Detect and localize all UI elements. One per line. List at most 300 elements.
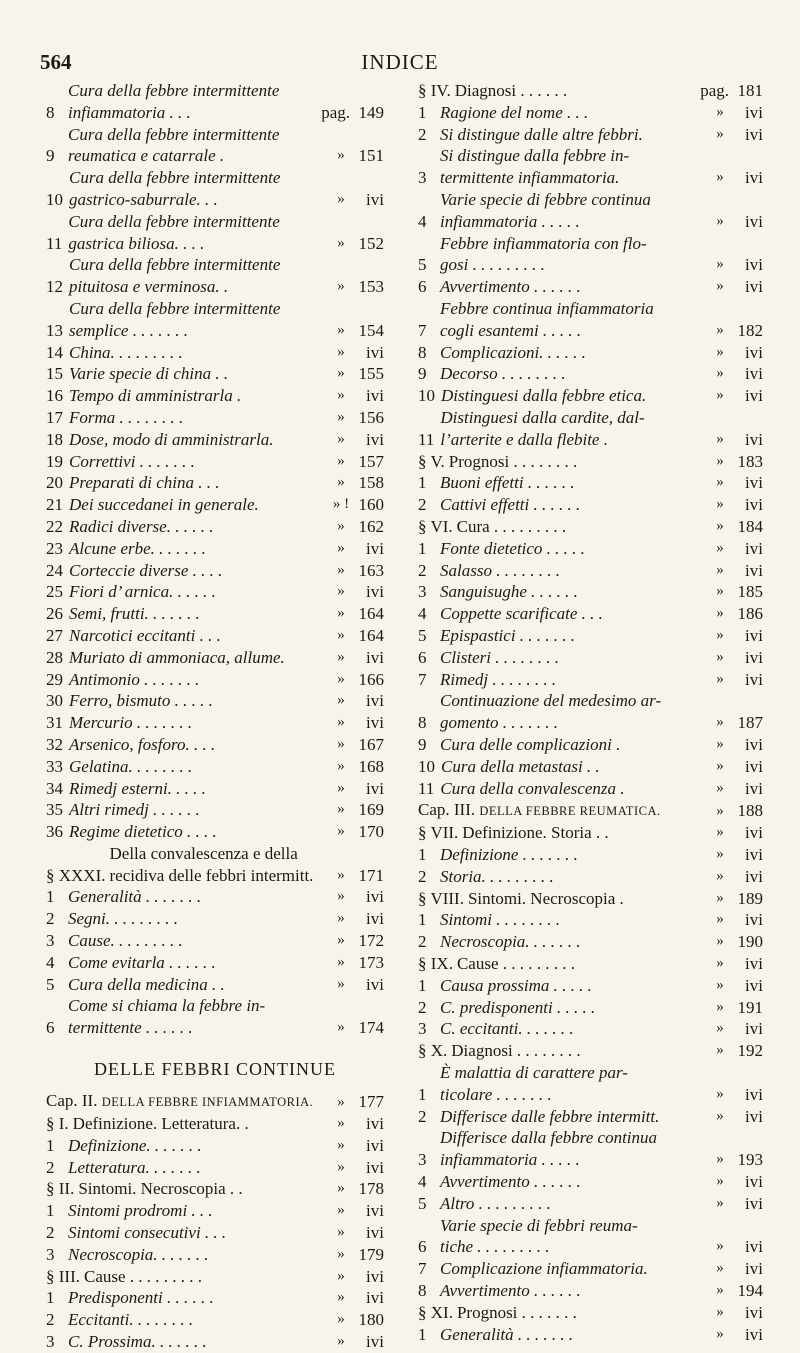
entry-title [451, 1040, 711, 1062]
entry-title [440, 276, 711, 298]
page-ref: ivi [366, 974, 384, 994]
index-entry [46, 756, 384, 778]
index-entry [418, 647, 763, 669]
entry-number: 6 [418, 277, 427, 297]
entry-title-line: Varie specie di febbri reuma- [440, 1215, 638, 1235]
entry-number: 2 [46, 1223, 55, 1243]
ditto-mark: » [337, 605, 345, 622]
entry-title [78, 1178, 332, 1200]
page-ref: 156 [358, 407, 384, 427]
index-entry [418, 844, 763, 866]
page-ref: 190 [737, 932, 763, 952]
ditto-mark: » [716, 103, 724, 120]
entry-number: 5 [46, 974, 55, 994]
index-entry [418, 909, 763, 931]
entry-title-line: Prognosi . . . . . . . . [448, 451, 578, 471]
ditto-mark: » [337, 321, 345, 338]
entry-title-line: Salasso . . . . . . . . [440, 560, 560, 580]
entry-title-line: Cura della metastasi . . [441, 756, 600, 776]
page-ref: 162 [358, 516, 384, 536]
ditto-mark: » [716, 757, 724, 774]
entry-number: 3 [46, 1244, 55, 1264]
entry-title [73, 1113, 332, 1135]
entry-number: § III. [46, 1266, 80, 1286]
page-ref: ivi [366, 691, 384, 711]
entry-number: 26 [46, 604, 63, 624]
ditto-mark: » [716, 365, 724, 382]
entry-title-line: Eccitanti. . . . . . . . [68, 1310, 194, 1330]
entry-number: 30 [46, 691, 63, 711]
ditto-mark: » [716, 670, 724, 687]
ditto-mark: » [716, 626, 724, 643]
page-ref: ivi [745, 845, 763, 865]
entry-number: 1 [46, 1288, 55, 1308]
index-entry [46, 1135, 384, 1157]
entry-title [440, 734, 711, 756]
entry-number: 1 [46, 887, 55, 907]
page-ref: 155 [358, 364, 384, 384]
ditto-mark: » [716, 496, 724, 513]
entry-title [440, 189, 711, 233]
entry-number: 6 [418, 1237, 427, 1257]
page-ref: ivi [745, 1259, 763, 1279]
entry-title-line: Cura . . . . . . . . . [456, 516, 567, 536]
ditto-mark: » [716, 474, 724, 491]
index-entry [46, 494, 384, 516]
page-ref: ivi [745, 778, 763, 798]
page-ref: ivi [366, 386, 384, 406]
page-ref: ivi [745, 168, 763, 188]
entry-title [440, 778, 711, 800]
index-entry [418, 342, 763, 364]
ditto-mark: » [337, 1333, 345, 1350]
page-ref: 173 [358, 952, 384, 972]
page-ref: 188 [737, 801, 763, 821]
entry-title [69, 494, 332, 516]
entry-title-line: Cura della febbre intermittente [69, 168, 281, 188]
entry-number: 2 [418, 560, 427, 580]
entry-title-line: termittente infiammatoria. [440, 168, 620, 188]
ditto-mark: » [337, 801, 345, 818]
entry-title [440, 603, 711, 625]
ditto-mark: » [337, 888, 345, 905]
entry-title [68, 995, 332, 1039]
ditto-mark: » [716, 430, 724, 447]
entry-title-line: Differisce dalla febbre continua [440, 1128, 658, 1148]
index-entry [46, 342, 384, 364]
entry-title-line: infiammatoria . . . . . [440, 1150, 580, 1170]
index-entry [46, 1309, 384, 1331]
index-entry [418, 560, 763, 582]
entry-number: § IX. [418, 954, 453, 974]
ditto-mark: » [337, 1202, 345, 1219]
section-entry [418, 80, 763, 102]
entry-title-line: Clisteri . . . . . . . . [440, 647, 560, 667]
page-ref: ivi [745, 866, 763, 886]
page-ref: ivi [745, 211, 763, 231]
index-entry [418, 363, 763, 385]
ditto-mark: » [716, 452, 724, 469]
ditto-mark: » [716, 1042, 724, 1059]
entry-title [440, 690, 711, 734]
entry-number: 1 [418, 975, 427, 995]
entry-title [68, 974, 332, 996]
page-ref: ivi [745, 386, 763, 406]
index-entry [46, 124, 384, 168]
entry-title-line: Segni. . . . . . . . . [68, 909, 179, 929]
page-ref: ivi [745, 102, 763, 122]
page-ref: ivi [366, 1135, 384, 1155]
entry-title-line: Continuazione del medesimo ar- [440, 691, 662, 711]
ditto-mark: » [337, 692, 345, 709]
entry-number: 7 [418, 1259, 427, 1279]
section-entry [418, 1302, 763, 1324]
index-entry [46, 995, 384, 1039]
page-ref: 183 [737, 451, 763, 471]
entry-number: 2 [46, 1157, 55, 1177]
entry-number: 2 [418, 495, 427, 515]
section-entry [46, 1266, 384, 1288]
entry-number: 3 [418, 168, 427, 188]
page-ref: ivi [745, 124, 763, 144]
entry-title-line: Forma . . . . . . . . [69, 407, 184, 427]
page-ref: 181 [737, 81, 763, 100]
index-entry [418, 1127, 763, 1171]
page-ref: 189 [737, 888, 763, 908]
ditto-mark: » [337, 1311, 345, 1328]
page-ref: 163 [358, 560, 384, 580]
entry-title [440, 844, 711, 866]
entry-title-line: Mercurio . . . . . . . [69, 713, 193, 733]
page-ref: 185 [737, 582, 763, 602]
ditto-mark: » [716, 803, 724, 820]
index-entry [46, 298, 384, 342]
entry-title-line: Sintomi prodromi . . . [68, 1201, 213, 1221]
entry-title-line: Rimedj . . . . . . . . [440, 669, 557, 689]
section-entry [418, 822, 763, 844]
page-ref: 182 [737, 320, 763, 340]
index-entry [46, 603, 384, 625]
page-ref: ivi [745, 473, 763, 493]
index-entry [418, 407, 763, 451]
ditto-mark: » [337, 910, 345, 927]
index-entry [418, 778, 763, 800]
entry-title-line: Cura della convalescenza . [440, 778, 625, 798]
ditto-mark: » [337, 561, 345, 578]
entry-title-line: Sintomi. Necroscopia . . [78, 1179, 243, 1199]
entry-number: 8 [46, 102, 55, 122]
entry-title [68, 1200, 332, 1222]
entry-title-line: Coppette scarificate . . . [440, 604, 603, 624]
index-entry [46, 167, 384, 211]
entry-title-line: Cause . . . . . . . . . [456, 954, 575, 974]
entry-title [68, 886, 332, 908]
entry-title [440, 1171, 711, 1193]
entry-title-line: Semi, frutti. . . . . . . [69, 604, 200, 624]
entry-number: 2 [418, 1106, 427, 1126]
ditto-mark: » [716, 1238, 724, 1255]
entry-title-line: Febbre continua infiammatoria [440, 298, 654, 318]
entry-title [69, 342, 332, 364]
entry-title-line: Varie specie di china . . [69, 364, 229, 384]
page-ref: ivi [366, 1201, 384, 1221]
index-entry [418, 124, 763, 146]
page-ref: 152 [358, 233, 384, 253]
index-column-right [418, 80, 763, 1345]
entry-title-line: Differisce dalle febbre intermitt. [440, 1106, 660, 1126]
index-entry [418, 690, 763, 734]
entry-title [69, 167, 332, 211]
ditto-mark: » [337, 583, 345, 600]
page-ref: ivi [366, 647, 384, 667]
ditto-mark: » [716, 1085, 724, 1102]
page-ref: 193 [737, 1150, 763, 1170]
entry-title-line: Dei succedanei in generale. [69, 495, 259, 515]
entry-title [440, 669, 711, 691]
entry-title-line: Cause. . . . . . . . . [68, 931, 183, 951]
ditto-mark: » [716, 911, 724, 928]
entry-number: 2 [418, 932, 427, 952]
index-entry [418, 1324, 763, 1346]
entry-title-line: Epispastici . . . . . . . [440, 625, 576, 645]
page-ref: 170 [358, 822, 384, 842]
page-ref: ivi [366, 1114, 384, 1134]
index-entry [46, 669, 384, 691]
running-head: INDICE [361, 50, 439, 74]
page-ref: ivi [745, 756, 763, 776]
entry-title-line: Regime dietetico . . . . [69, 822, 217, 842]
ditto-mark: » [716, 1151, 724, 1168]
entry-number: 29 [46, 669, 63, 689]
entry-title-line: Cattivi effetti . . . . . . [440, 495, 581, 515]
ditto-mark: » [337, 387, 345, 404]
entry-title-line: l’arterite e dalla flebite . [440, 429, 608, 449]
entry-title [440, 997, 711, 1019]
page-ref: ivi [745, 1237, 763, 1257]
page-ref: ivi [745, 647, 763, 667]
index-entry [418, 1018, 763, 1040]
entry-title [440, 1215, 711, 1259]
ditto-mark: » [337, 735, 345, 752]
entry-number: 8 [418, 713, 427, 733]
page-ref: ivi [745, 734, 763, 754]
page-ref: 168 [358, 756, 384, 776]
chapter-title [46, 1090, 332, 1113]
page-ref: ivi [745, 1193, 763, 1213]
index-entry [418, 975, 763, 997]
page-ref: 158 [358, 473, 384, 493]
ditto-mark: » [716, 1303, 724, 1320]
index-entry [418, 997, 763, 1019]
entry-number: 15 [46, 364, 63, 384]
entry-title [69, 647, 332, 669]
ditto-mark: » [337, 452, 345, 469]
ditto-mark: » [716, 1325, 724, 1342]
page-ref: ivi [745, 1106, 763, 1126]
ditto-mark: » [716, 1282, 724, 1299]
page-ref: ivi [745, 1084, 763, 1104]
entry-title-line: Avvertimento . . . . . . [440, 277, 581, 297]
entry-title-line: Diagnosi . . . . . . [454, 81, 568, 100]
entry-title-line: Si distingue dalle altre febbri. [440, 124, 643, 144]
page-ref: ivi [366, 713, 384, 733]
entry-title-line: Prognosi . . . . . . . [456, 1302, 577, 1322]
entry-number: § VII. [418, 823, 459, 843]
entry-title-line: Dose, modo di amministrarla. [69, 429, 274, 449]
page-ref: ivi [366, 1157, 384, 1177]
entry-title [440, 1193, 711, 1215]
entry-number: 27 [46, 625, 63, 645]
ditto-mark: » [337, 670, 345, 687]
entry-title [68, 1222, 332, 1244]
entry-number: 13 [46, 320, 63, 340]
ditto-mark: » [716, 1107, 724, 1124]
index-entry [46, 712, 384, 734]
entry-title [69, 254, 332, 298]
entry-title-line: Cura della febbre intermittente [69, 255, 281, 275]
entry-number: 6 [418, 647, 427, 667]
entry-title [440, 581, 711, 603]
page-ref: ivi [745, 1019, 763, 1039]
entry-number: 3 [46, 1332, 55, 1352]
entry-title-line: Complicazione infiammatoria. [440, 1259, 648, 1279]
entry-title [68, 930, 332, 952]
index-entry [418, 1215, 763, 1259]
ditto-mark: » [716, 955, 724, 972]
entry-number: 16 [46, 386, 63, 406]
entry-title [68, 1287, 332, 1309]
entry-number: 21 [46, 495, 63, 515]
entry-title-line: Definizione. Letteratura. . [72, 1114, 249, 1134]
index-entry [46, 254, 384, 298]
ditto-mark: » [716, 998, 724, 1015]
index-entry [418, 603, 763, 625]
entry-number: 12 [46, 277, 63, 297]
ditto-mark: » [716, 1020, 724, 1037]
ditto-mark: » [337, 1019, 345, 1036]
page-ref: ivi [745, 364, 763, 384]
index-entry [418, 1171, 763, 1193]
ditto-mark: » [337, 1224, 345, 1241]
entry-number: 17 [46, 407, 63, 427]
entry-title-line: Generalità . . . . . . . [440, 1324, 574, 1344]
ditto-mark: » [337, 539, 345, 556]
entry-title [441, 756, 711, 778]
entry-title-line: Antimonio . . . . . . . [69, 669, 200, 689]
page-ref: 191 [737, 997, 763, 1017]
entry-title [455, 80, 695, 102]
entry-title-line: Sintomi. Necroscopia . [467, 888, 624, 908]
entry-title [69, 690, 332, 712]
entry-title-line: Distinguesi dalla cardite, dal- [440, 407, 645, 427]
index-entry [46, 1200, 384, 1222]
index-entry [418, 756, 763, 778]
entry-title [440, 1258, 711, 1280]
ditto-mark: » [716, 212, 724, 229]
index-entry [418, 1280, 763, 1302]
page-ref: 160 [358, 495, 384, 515]
entry-title-line: gomento . . . . . . . [440, 713, 559, 733]
ditto-mark: » [716, 1260, 724, 1277]
index-entry [418, 189, 763, 233]
entry-number: 4 [418, 604, 427, 624]
entry-title-line: gosi . . . . . . . . . [440, 255, 545, 275]
page-ref: 151 [358, 146, 384, 166]
page-ref: 167 [358, 734, 384, 754]
entry-number: 2 [46, 1310, 55, 1330]
page-ref: 177 [358, 1092, 384, 1112]
entry-number: § VIII. [418, 888, 464, 908]
entry-title-line: C. Prossima. . . . . . . [68, 1332, 207, 1352]
page-ref: ivi [366, 1223, 384, 1243]
page-ref: 186 [737, 604, 763, 624]
entry-number: 1 [418, 1084, 427, 1104]
entry-title-line: Gelatina. . . . . . . . [69, 756, 193, 776]
page-ref: 194 [737, 1281, 763, 1301]
chapter-title [418, 799, 711, 822]
entry-number: 33 [46, 756, 63, 776]
entry-title-line: Sintomi . . . . . . . . [440, 910, 560, 930]
entry-title [440, 647, 711, 669]
page-ref: ivi [745, 277, 763, 297]
ditto-mark: » [337, 517, 345, 534]
chapter-prefix: Cap. III. [418, 800, 480, 820]
entry-number: 1 [418, 473, 427, 493]
entry-title [69, 298, 332, 342]
index-entry [46, 429, 384, 451]
entry-number: 3 [46, 931, 55, 951]
page-ref: ivi [366, 1332, 384, 1352]
entry-title-line: Sintomi consecutivi . . . [68, 1223, 227, 1243]
page-ref: ivi [745, 429, 763, 449]
page-ref: 172 [358, 931, 384, 951]
entry-title-line: Letteratura. . . . . . . [68, 1157, 201, 1177]
entry-title-line: Alcune erbe. . . . . . . [69, 538, 206, 558]
index-column-left [46, 80, 384, 1353]
entry-number: 5 [418, 255, 427, 275]
index-entry [46, 581, 384, 603]
entry-number: 2 [46, 909, 55, 929]
entry-number: 25 [46, 582, 63, 602]
entry-title [68, 908, 332, 930]
page-ref: ivi [366, 887, 384, 907]
ditto-mark: » [337, 1136, 345, 1153]
index-entry [418, 298, 763, 342]
entry-number: § VI. [418, 516, 453, 536]
entry-number: 3 [418, 1019, 427, 1039]
ditto-mark: » [337, 953, 345, 970]
entry-title [457, 516, 711, 538]
entry-title [440, 866, 711, 888]
ditto-mark: » [716, 889, 724, 906]
entry-title-line: Rimedj esterni. . . . . [69, 778, 206, 798]
index-entry [46, 1222, 384, 1244]
page-ref: ivi [745, 255, 763, 275]
entry-number: § V. [418, 451, 445, 471]
entry-title [110, 843, 333, 887]
entry-title [440, 1280, 711, 1302]
entry-title [69, 538, 332, 560]
section-entry [418, 1040, 763, 1062]
page-label: pag. [321, 102, 350, 122]
entry-title [69, 625, 332, 647]
ditto-mark: » [337, 823, 345, 840]
entry-number: 6 [46, 1018, 55, 1038]
entry-title-line: Causa prossima . . . . . [440, 975, 592, 995]
entry-number: 14 [46, 342, 63, 362]
entry-title [69, 560, 332, 582]
entry-number: 23 [46, 538, 63, 558]
